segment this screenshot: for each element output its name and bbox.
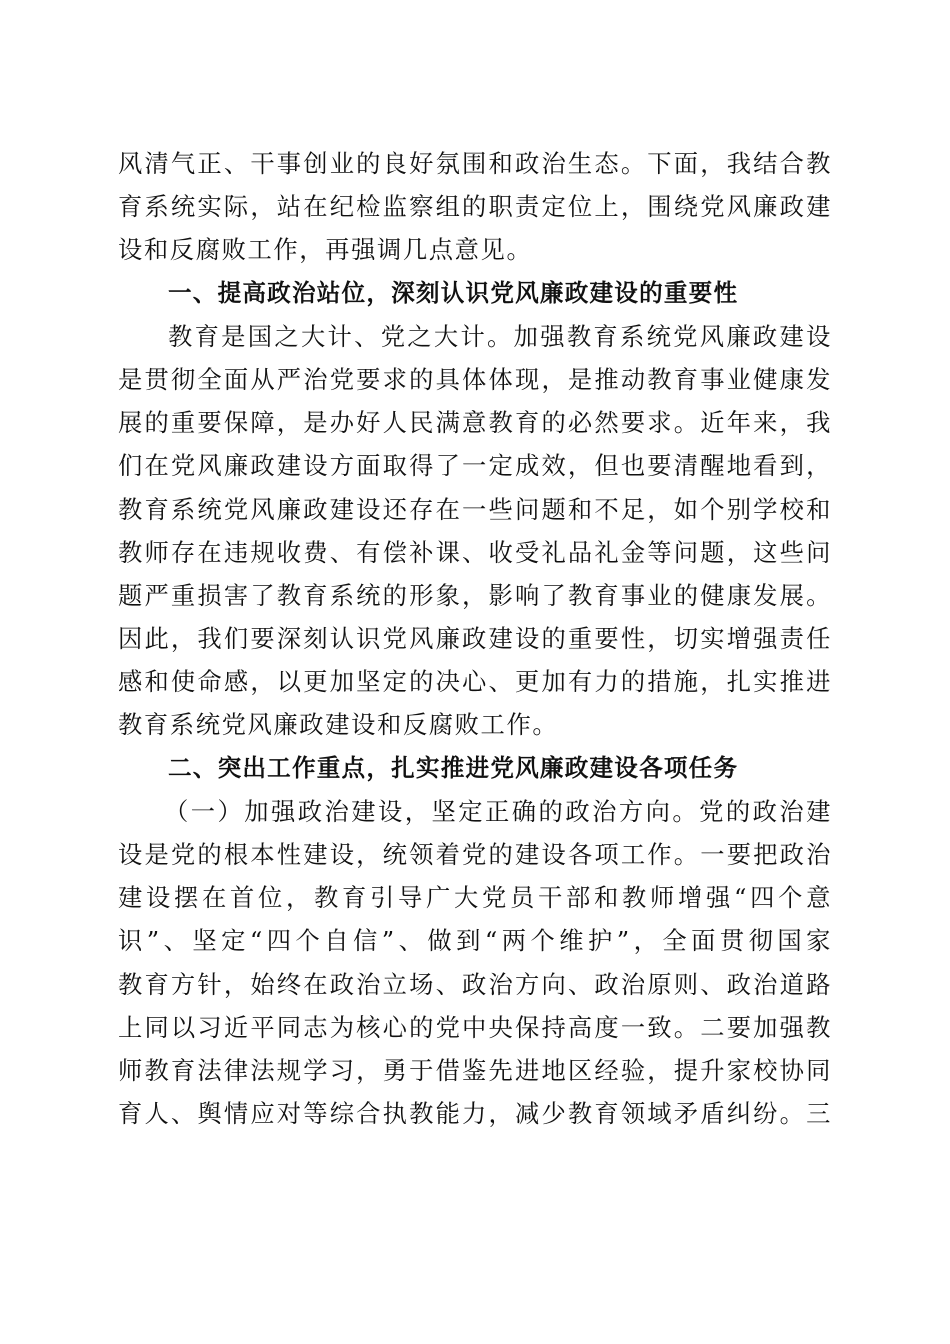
paragraph-2-line-1: （一）加强政治建设，坚定正确的政治方向。党的政治建 — [164, 796, 832, 826]
intro-line-3: 设和反腐败工作，再强调几点意见。 — [118, 235, 533, 265]
section-heading-1: 一、提高政治站位，深刻认识党风廉政建设的重要性 — [168, 278, 739, 307]
paragraph-1-line-2: 是贯彻全面从严治党要求的具体体现，是推动教育事业健康发 — [118, 364, 832, 394]
paragraph-1-line-4: 们在党风廉政建设方面取得了一定成效，但也要清醒地看到， — [118, 451, 832, 481]
paragraph-1-line-5: 教育系统党风廉政建设还存在一些问题和不足，如个别学校和 — [118, 494, 832, 524]
paragraph-1-line-10: 教育系统党风廉政建设和反腐败工作。 — [118, 710, 559, 740]
paragraph-1-line-3: 展的重要保障，是办好人民满意教育的必然要求。近年来，我 — [118, 408, 832, 438]
paragraph-1-line-7: 题严重损害了教育系统的形象，影响了教育事业的健康发展。 — [118, 580, 832, 610]
document-body — [118, 142, 832, 1135]
paragraph-2-line-7: 师教育法律法规学习，勇于借鉴先进地区经验，提升家校协同 — [118, 1055, 832, 1085]
paragraph-2-line-6: 上同以习近平同志为核心的党中央保持高度一致。二要加强教 — [118, 1012, 832, 1042]
paragraph-2-line-8: 育人、舆情应对等综合执教能力，减少教育领域矛盾纠纷。三 — [118, 1099, 832, 1129]
paragraph-2-line-2: 设是党的根本性建设，统领着党的建设各项工作。一要把政治 — [118, 840, 832, 869]
intro-line-1: 风清气正、干事创业的良好氛围和政治生态。下面，我结合教 — [118, 149, 832, 178]
paragraph-1-line-6: 教师存在违规收费、有偿补课、收受礼品礼金等问题，这些问 — [118, 537, 832, 567]
intro-line-2: 育系统实际，站在纪检监察组的职责定位上，围绕党风廉政建 — [118, 192, 832, 222]
paragraph-1-line-1: 教育是国之大计、党之大计。加强教育系统党风廉政建设 — [168, 321, 832, 351]
paragraph-2-line-3: 建设摆在首位，教育引导广大党员干部和教师增强“四个意 — [118, 883, 832, 913]
paragraph-1-line-8: 因此，我们要深刻认识党风廉政建设的重要性，切实增强责任 — [118, 624, 832, 654]
paragraph-1-line-9: 感和使命感，以更加坚定的决心、更加有力的措施，扎实推进 — [118, 667, 832, 697]
paragraph-2-line-5: 教育方针，始终在政治立场、政治方向、政治原则、政治道路 — [118, 969, 832, 999]
section-heading-2: 二、突出工作重点，扎实推进党风廉政建设各项任务 — [168, 753, 739, 782]
paragraph-2-line-4: 识”、坚定“四个自信”、做到“两个维护”，全面贯彻国家 — [118, 926, 832, 956]
